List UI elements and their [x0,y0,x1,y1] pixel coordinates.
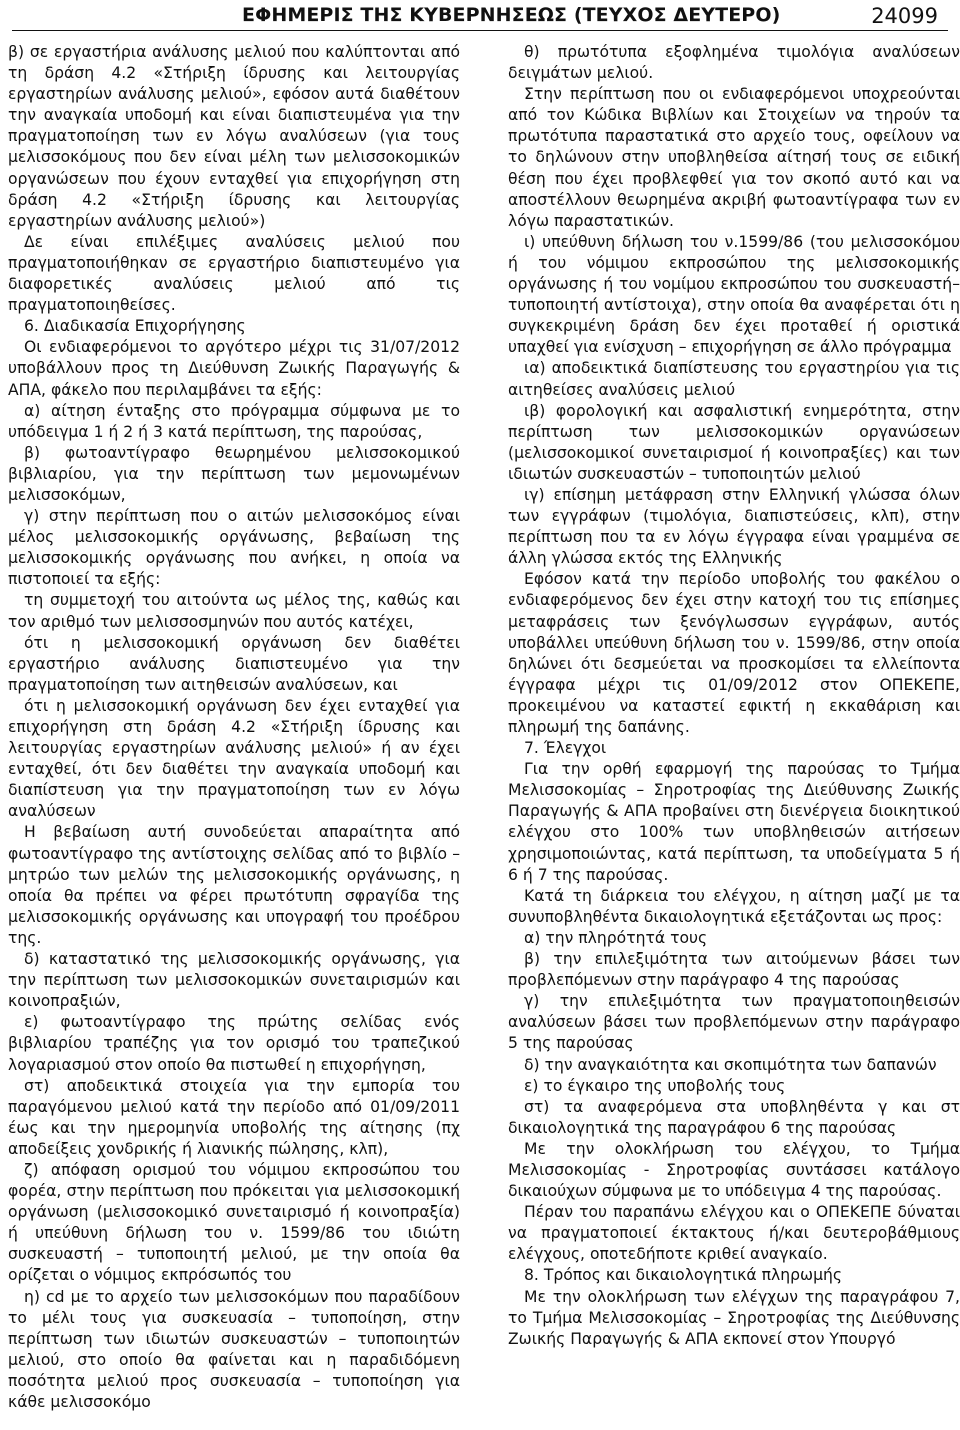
paragraph: α) την πληρότητά τους [524,928,708,947]
paragraph: ιβ) φορολογική και ασφαλιστική ενημερότητα, στην περίπτωση των μελισσοκομικών οργανώσεων (μελισσοκομικοί συνεταιρισμοί ή κοινοπραξίες) και των ιδιωτών συσκευαστών – τυποποιητών μελιού [508,401,960,483]
left-column [8,42,460,1413]
paragraph: 8. Τρόπος και δικαιολογητικά πληρωμής [524,1266,843,1285]
paragraph: Εφόσον κατά την περίοδο υποβολής του φακέλου ο ενδιαφερόμενος δεν έχει στην κατοχή του τις επίσημες μεταφράσεις των ξενόγλωσσων εγγράφων, αυτός υποβάλλει υπεύθυνη δήλωση του ν. 1599/86, στην οποία δηλώνει ότι δεσμεύεται να προσκομίσει τα ελλείποντα έγγραφα μέχρι τις 01/09/2012 στον ΟΠΕΚΕΠΕ, προκειμένου να καταστεί εφικτή η εκκαθάριση και πληρωμή της δαπάνης. [508,570,960,736]
paragraph: ότι η μελισσοκομική οργάνωση δεν έχει ενταχθεί για επιχορήγηση στη δράση 4.2 «Στήριξη ίδρυσης και λειτουργίας εργαστηρίων ανάλυσης μελιού» ή αν έχει ενταχθεί, ότι δεν διαθέτει την αναγκαία υποδομή και διαπίστευση για την πραγματοποίηση των εν λόγω αναλύσεων [8,696,460,821]
paragraph: Η βεβαίωση αυτή συνοδεύεται απαραίτητα από φωτοαντίγραφο της αντίστοιχης σελίδας από το βιβλίο – μητρώο των μελών της μελισσοκομικής οργάνωσης, η οποία θα πρέπει να φέρει πρωτότυπη σφραγίδα της μελισσοκομικής οργάνωσης και υπογραφή του προέδρου της. [8,823,460,947]
paragraph: β) την επιλεξιμότητα των αιτούμενων βάσει των προβλεπόμενων στην παράγραφο 4 της παρούσας [508,950,960,990]
paragraph: στ) αποδεικτικά στοιχεία για την εμπορία του παραγόμενου μελιού κατά την περίοδο από 01/09/2011 έως και την ημερομηνία υποβολής της αίτησης (πχ αποδείξεις χονδρικής ή λιανικής πώλησης, κλπ), [8,1076,460,1158]
paragraph: ε) φωτοαντίγραφο της πρώτης σελίδας ενός βιβλιαρίου τραπέζης για τον ορισμό του τραπεζικού λογαριασμού στον οποίο θα πιστωθεί η επιχορήγηση, [8,1013,460,1074]
paragraph: ότι η μελισσοκομική οργάνωση δεν διαθέτει εργαστήριο ανάλυσης διαπιστευμένο για την πραγματοποίηση των αιτηθεισών αναλύσεων, και [8,633,460,694]
paragraph: δ) καταστατικό της μελισσοκομικής οργάνωσης, για την περίπτωση των μελισσοκομικών συνεταιρισμών και κοινοπραξιών, [8,950,460,1011]
paragraph: Δε είναι επιλέξιμες αναλύσεις μελιού που πραγματοποιήθηκαν σε εργαστήριο διαπιστευμένο για διαφορετικές αναλύσεις μελιού από τις πραγματοποιηθείσες. [8,232,460,315]
paragraph: α) αίτηση ένταξης στο πρόγραμμα σύμφωνα με το υπόδειγμα 1 ή 2 ή 3 κατά περίπτωση, της παρούσας, [8,401,460,441]
paragraph: ι) υπεύθυνη δήλωση του ν.1599/86 (του μελισσοκόμου ή του νόμιμου εκπροσώπου της μελισσοκομικής οργάνωσης ή του νομίμου εκπροσώπου του συσκευαστή–τυποποιητή αντίστοιχα), στην οποία θα αναφέρεται ότι η συγκεκριμένη δράση δεν έχει προταθεί ή οριστικά υπαχθεί για ενίσχυση – επιχορήγηση σε άλλο πρόγραμμα [508,232,960,357]
paragraph: Με την ολοκλήρωση των ελέγχων της παραγράφου 7, το Τμήμα Μελισσοκομίας – Σηροτροφίας της Διεύθυνσης Ζωικής Παραγωγής & ΑΠΑ εκπονεί στον Υπουργό [508,1287,960,1348]
paragraph: Πέραν του παραπάνω ελέγχου και ο ΟΠΕΚΕΠΕ δύναται να πραγματοποιεί έκτακτους ή/και δευτεροβάθμιους ελέγχους, οποτεδήποτε κριθεί αναγκαίο. [508,1203,960,1264]
right-column [508,42,960,1350]
paragraph: Κατά τη διάρκεια του ελέγχου, η αίτηση μαζί με τα συνυποβληθέντα δικαιολογητικά εξετάζονται ως προς: [508,886,960,926]
paragraph: Για την ορθή εφαρμογή της παρούσας το Τμήμα Μελισσοκομίας – Σηροτροφίας της Διεύθυνσης Ζωικής Παραγωγής & ΑΠΑ προβαίνει στη διενέργεια διοικητικού ελέγχου στο 100% των υποβληθεισών αιτήσεων χρησιμοποιώντας, κατά περίπτωση, τα υποδείγματα 5 ή 6 ή 7 της παρούσας. [508,760,960,884]
gazette-title: ΕΦΗΜΕΡΙΣ ΤΗΣ ΚΥΒΕΡΝΗΣΕΩΣ (ΤΕΥΧΟΣ ΔΕΥΤΕΡΟ) [242,4,781,26]
paragraph: τη συμμετοχή του αιτούντα ως μέλος της, καθώς και τον αριθμό των μελισσοσμηνών που αυτός κατέχει, [8,591,460,631]
paragraph: δ) την αναγκαιότητα και σκοπιμότητα των δαπανών [524,1055,937,1074]
paragraph: Με την ολοκλήρωση του ελέγχου, το Τμήμα Μελισσοκομίας - Σηροτροφίας συντάσσει κατάλογο δικαιούχων σύμφωνα με το υπόδειγμα 4 της παρούσας. [508,1139,960,1201]
page-number: 24099 [871,4,938,28]
paragraph: γ) την επιλεξιμότητα των πραγματοποιηθεισών αναλύσεων βάσει των προβλεπόμενων στην παράγραφο 5 της παρούσας [508,992,960,1053]
paragraph: Οι ενδιαφερόμενοι το αργότερο μέχρι τις 31/07/2012 υποβάλλουν προς τη Διεύθυνση Ζωικής Παραγωγής & ΑΠΑ, φάκελο που περιλαμβάνει τα εξής: [8,338,460,399]
paragraph: η) cd με το αρχείο των μελισσοκόμων που παραδίδουν το μέλι τους για συσκευασία – τυποποίηση, στην περίπτωση των ιδιωτών συσκευαστών – τυποποιητών μελιού, στο οποίο θα φαίνεται και η παραδιδόμενη ποσότητα μελιού προς συσκευασία – τυποποίηση για κάθε μελισσοκόμο [8,1287,460,1411]
paragraph: θ) πρωτότυπα εξοφλημένα τιμολόγια αναλύσεων δειγμάτων μελιού. [508,43,960,83]
paragraph: Στην περίπτωση που οι ενδιαφερόμενοι υποχρεούνται από τον Κώδικα Βιβλίων και Στοιχείων να τηρούν τα πρωτότυπα παραστατικά στο αρχείο τους, οφείλουν να το δηλώνουν στην υποβληθείσα αίτησή τους σε ειδική θέση που έχει προβλεφθεί για τον σκοπό αυτό και να αποστέλλουν θεωρημένα ακριβή φωτοαντίγραφα των εν λόγω παραστατικών. [508,85,960,230]
paragraph: ζ) απόφαση ορισμού του νόμιμου εκπροσώπου του φορέα, στην περίπτωση που πρόκειται για μελισσοκομική οργάνωση (μελισσοκομικό συνεταιρισμό ή κοινοπραξία) ή υπεύθυνη δήλωση του ν. 1599/86 του ιδιώτη συσκευαστή – τυποποιητή μελιού, με την οποία θα ορίζεται ο νόμιμος εκπρόσωπός του [8,1160,460,1285]
paragraph: 6. Διαδικασία Επιχορήγησης [24,317,246,336]
paragraph: 7. Έλεγχοι [524,739,607,758]
paragraph: ια) αποδεικτικά διαπίστευσης του εργαστηρίου για τις αιτηθείσες αναλύσεις μελιού [508,359,960,399]
paragraph: β) σε εργαστήρια ανάλυσης μελιού που καλύπτονται από τη δράση 4.2 «Στήριξη ίδρυσης και λειτουργίας εργαστηρίων ανάλυσης μελιού», εφόσον αυτά διαθέτουν την αναγκαία υποδομή και είναι διαπιστευμένα για την πραγματοποίηση των εν λόγω αναλύσεων (για τους μελισσοκόμους που δεν είναι μέλη των μελισσοκομικών οργανώσεων που έχουν ενταχθεί για επιχορήγηση στη δράση 4.2 «Στήριξη ίδρυσης και λειτουργίας εργαστηρίων ανάλυσης μελιού») [8,43,460,230]
paragraph: γ) στην περίπτωση που ο αιτών μελισσοκόμος είναι μέλος μελισσοκομικής οργάνωσης, βεβαίωση της μελισσοκομικής οργάνωσης που ανήκει, η οποία να πιστοποιεί τα εξής: [8,507,460,589]
paragraph: ιγ) επίσημη μετάφραση στην Ελληνική γλώσσα όλων των εγγράφων (τιμολόγια, διαπιστεύσεις, κλπ), στην περίπτωση που τα εν λόγω έγγραφα είναι γραμμένα σε άλλη γλώσσα εκτός της Ελληνικής [508,485,960,568]
page-header [12,2,948,31]
paragraph: στ) τα αναφερόμενα στα υποβληθέντα γ και στ δικαιολογητικά της παραγράφου 6 της παρούσας [508,1097,960,1137]
paragraph: ε) το έγκαιρο της υποβολής τους [524,1076,786,1095]
paragraph: β) φωτοαντίγραφο θεωρημένου μελισσοκομικού βιβλιαρίου, για την περίπτωση των μεμονωμένων μελισσοκόμων, [8,443,460,504]
